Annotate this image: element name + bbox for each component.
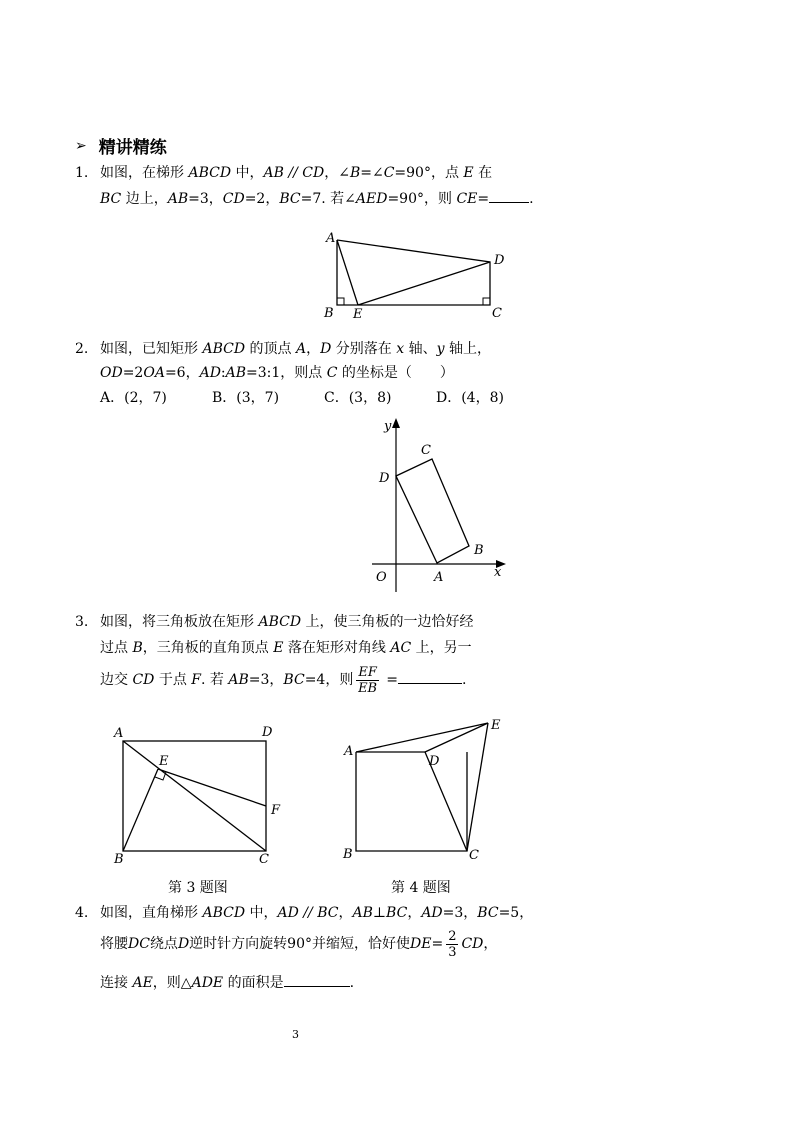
arrow-bullet-icon: ➢ xyxy=(75,137,87,154)
q3-line1: 如图，将三角板放在矩形 ABCD 上，使三角板的一边恰好经 xyxy=(100,614,474,630)
q3-label-f: F xyxy=(271,803,281,818)
q2-choice-b: B．(3，7) xyxy=(212,390,280,406)
q2-line1: 如图，已知矩形 ABCD 的顶点 A，D 分别落在 x 轴、y 轴上， xyxy=(100,341,491,357)
q1-label-e: E xyxy=(353,307,363,322)
section-title: 精讲精练 xyxy=(98,138,167,158)
q4-label-c: C xyxy=(469,848,479,863)
q1-label-b: B xyxy=(324,306,334,321)
q4-caption: 第 4 题图 xyxy=(391,880,451,896)
q2-label-a: A xyxy=(434,570,444,585)
q1-figure xyxy=(318,226,518,322)
q4-label-a: A xyxy=(344,744,354,759)
q4-answer-blank xyxy=(284,974,350,987)
page-number: 3 xyxy=(292,1028,299,1041)
q3-figure xyxy=(108,722,290,868)
q3-diagonal-ac xyxy=(123,741,266,851)
q1-right-angle-b xyxy=(337,298,344,305)
q4-segment-ec xyxy=(467,723,488,851)
q3-label-a: A xyxy=(114,726,124,741)
q2-label-o: O xyxy=(376,570,387,585)
q3-label-c: C xyxy=(259,852,269,867)
q1-trapezoid xyxy=(337,240,490,305)
q2-choice-d: D．(4，8) xyxy=(436,390,504,406)
q1-segment-ed xyxy=(358,262,490,305)
q2-y-arrow xyxy=(392,418,400,428)
q4-label-b: B xyxy=(343,847,353,862)
q4-fraction: $\frac{2}{3}$ xyxy=(448,928,457,960)
q3-answer-blank xyxy=(398,671,462,684)
q4-label-d: D xyxy=(429,754,440,769)
q2-label-d: D xyxy=(379,471,390,486)
q4-segment-ae xyxy=(356,723,488,752)
q4-line1: 如图，直角梯形 ABCD 中，AD // BC，AB⊥BC，AD=3，BC=5， xyxy=(100,905,534,921)
q4-segment-de xyxy=(425,723,488,752)
q2-label-x: x xyxy=(494,565,502,580)
q3-fraction: $\frac{EF}{EB}$ xyxy=(358,664,378,696)
q1-label-d: D xyxy=(494,253,505,268)
q3-caption: 第 3 题图 xyxy=(168,880,228,896)
q2-choice-c: C．(3，8) xyxy=(324,390,392,406)
section-heading xyxy=(75,133,167,158)
q2-choice-a: A．(2，7) xyxy=(100,390,167,406)
q3-segment-ef xyxy=(158,769,266,806)
q2-figure xyxy=(368,416,510,594)
q1-number: 1. xyxy=(75,165,89,181)
q4-line2: 将腰DC绕点D逆时针方向旋转90°并缩短，恰好使DE= $\frac{2}{3}$ CD， xyxy=(100,928,498,960)
q4-line3: 连接 AE，则△ADE 的面积是 . xyxy=(100,975,355,991)
q4-label-e: E xyxy=(491,718,501,733)
q4-figure xyxy=(338,712,508,866)
q2-line2: OD=2OA=6，AD:AB=3:1，则点 C 的坐标是（ ） xyxy=(100,365,454,381)
q1-right-angle-c xyxy=(483,298,490,305)
q1-line2: BC 边上，AB=3，CD=2，BC=7. 若∠AED=90°，则 CE= . xyxy=(100,191,534,207)
q3-number: 3. xyxy=(75,614,89,630)
q1-answer-blank xyxy=(489,190,529,203)
q2-rectangle xyxy=(396,459,469,563)
q4-trapezoid-sides xyxy=(356,752,467,851)
q4-number: 4. xyxy=(75,905,89,921)
q3-segment-be xyxy=(123,769,158,851)
q3-label-d: D xyxy=(262,725,273,740)
q2-label-c: C xyxy=(421,443,431,458)
q3-label-e: E xyxy=(159,754,169,769)
q2-label-b: B xyxy=(474,543,484,558)
q3-line3: 边交 CD 于点 F. 若 AB=3，BC=4，则 $\frac{EF}{EB}$ = . xyxy=(100,664,467,696)
q1-label-c: C xyxy=(492,306,502,321)
q3-line2: 过点 B，三角板的直角顶点 E 落在矩形对角线 AC 上，另一 xyxy=(100,640,472,656)
q3-label-b: B xyxy=(114,852,124,867)
q1-segment-ae xyxy=(337,240,358,305)
q2-number: 2. xyxy=(75,341,89,357)
q1-label-a: A xyxy=(326,231,336,246)
q1-line1: 如图，在梯形 ABCD 中，AB // CD，∠B=∠C=90°，点 E 在 xyxy=(100,165,493,181)
q2-label-y: y xyxy=(384,419,392,434)
